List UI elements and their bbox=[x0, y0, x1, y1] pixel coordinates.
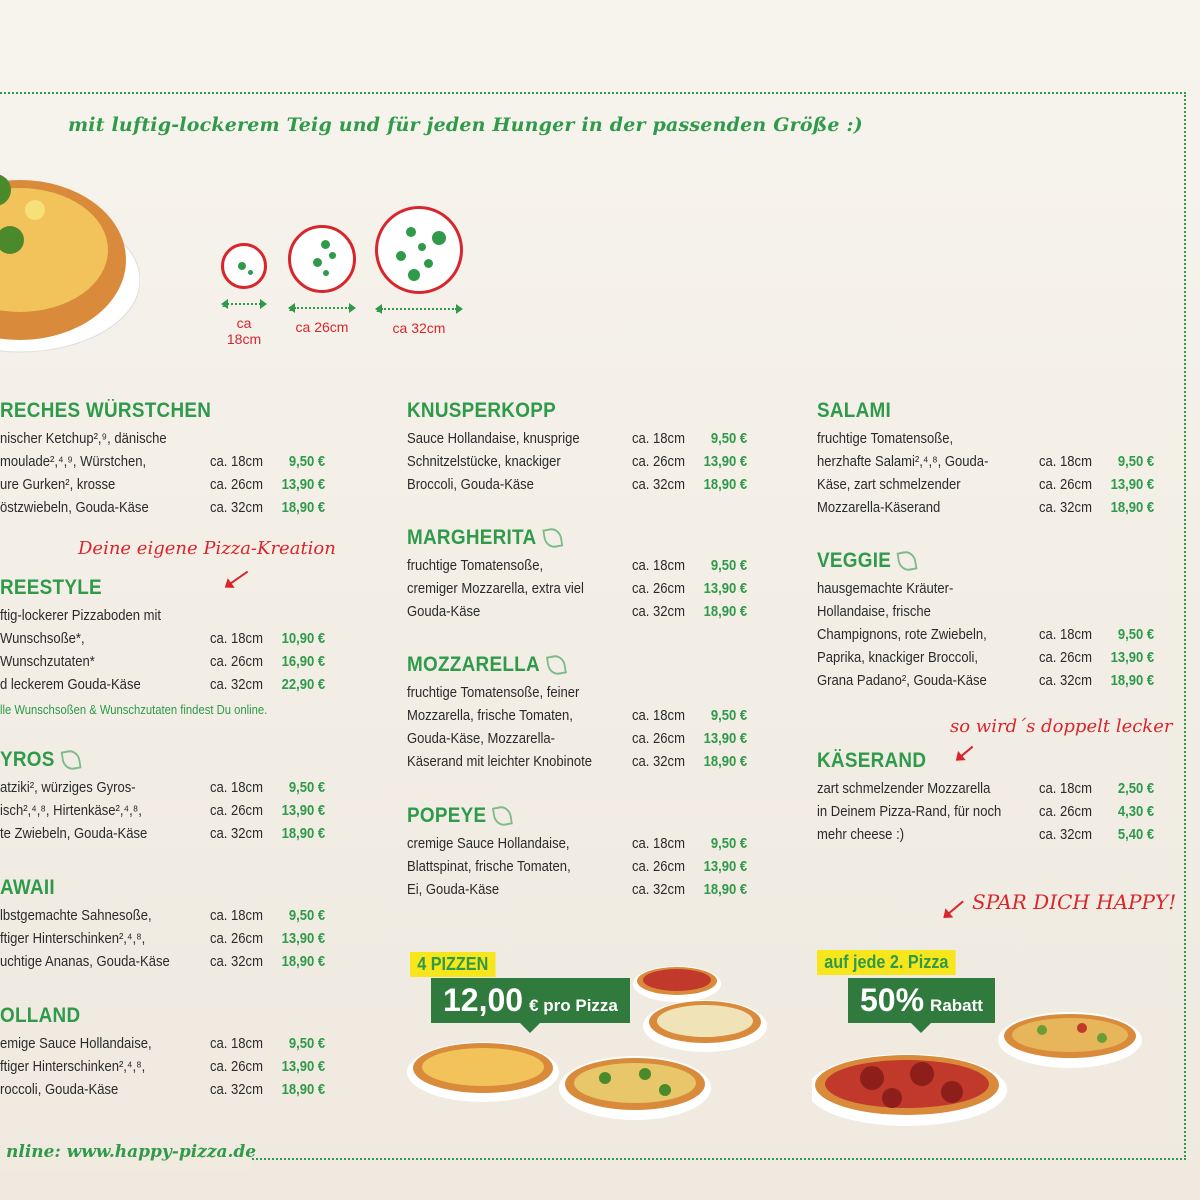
item-desc: nischer Ketchup²,⁹, dänische moulade²,⁴,⁹, Würstchen, ure Gurken², krosse östzwiebeln, Gouda-Käse bbox=[0, 431, 167, 516]
item-title: MARGHERITA bbox=[407, 526, 537, 549]
promo-50-rabatt bbox=[812, 948, 1152, 1128]
item-desc: fruchtige Tomatensoße, feiner Mozzarella, frische Tomaten, Gouda-Käse, Mozzarella- Käserand mit leichter Knobinote bbox=[407, 685, 592, 770]
item-desc: Sauce Hollandaise, knusprige Schnitzelstücke, knackiger Broccoli, Gouda-Käse bbox=[407, 431, 580, 493]
item-prices: ca. 18cm 9,50 € ca. 26cm 13,90 € ca. 32cm 18,90 € bbox=[632, 708, 748, 770]
promo-pizzas-image bbox=[405, 950, 775, 1130]
promo-4-pizzen bbox=[405, 950, 775, 1130]
item-desc: lbstgemachte Sahnesoße, ftiger Hinterschinken²,⁴,⁸, uchtige Ananas, Gouda-Käse bbox=[0, 908, 170, 970]
item-desc: atziki², würziges Gyros- isch²,⁴,⁸, Hirtenkäse²,⁴,⁸, te Zwiebeln, Gouda-Käse bbox=[0, 780, 148, 842]
hero-pizza-image bbox=[0, 150, 140, 360]
promo-price: 12,00 bbox=[443, 982, 524, 1018]
promo-badge: auf jede 2. Pizza bbox=[817, 950, 956, 975]
vegetarian-leaf-icon bbox=[897, 549, 918, 572]
item-desc: hausgemachte Kräuter- Hollandaise, frische Champignons, rote Zwiebeln, Paprika, knackiger Broccoli, Grana Padano², Gouda-Käse bbox=[817, 581, 987, 689]
vegetarian-leaf-icon bbox=[542, 526, 563, 549]
footer-url-link[interactable]: nline: www.happy-pizza.de bbox=[6, 1142, 257, 1162]
item-prices: ca. 18cm 9,50 € ca. 26cm 13,90 € ca. 32cm 18,90 € bbox=[210, 1036, 326, 1098]
item-prices: ca. 18cm 9,50 € ca. 26cm 13,90 € ca. 32cm 18,90 € bbox=[1039, 627, 1155, 689]
menu-item-gyros bbox=[0, 747, 340, 846]
size-label: ca 26cm bbox=[295, 319, 349, 335]
item-title: KÄSERAND bbox=[817, 749, 927, 772]
size-18cm bbox=[218, 243, 270, 347]
menu-item-veggie bbox=[817, 548, 1177, 693]
item-title: REESTYLE bbox=[0, 576, 102, 599]
tagline: mit luftig-lockerem Teig und für jeden Hunger in der passenden Größe :) bbox=[68, 114, 863, 136]
item-title: OLLAND bbox=[0, 1004, 81, 1027]
promo-price: 50% bbox=[860, 982, 925, 1018]
menu-item-freestyle bbox=[0, 575, 340, 697]
item-title: MOZZARELLA bbox=[407, 653, 540, 676]
item-prices: ca. 18cm 10,90 € ca. 26cm 16,90 € ca. 32cm 22,90 € bbox=[210, 631, 326, 693]
item-prices: ca. 18cm 2,50 € ca. 26cm 4,30 € ca. 32cm 5,40 € bbox=[1039, 781, 1155, 843]
item-prices: ca. 18cm 9,50 € ca. 26cm 13,90 € ca. 32cm 18,90 € bbox=[632, 431, 748, 493]
item-desc: ftig-lockerer Pizzaboden mit Wunschsoße*, Wunschzutaten* d leckerem Gouda-Käse bbox=[0, 608, 162, 693]
promo-price-box bbox=[848, 978, 995, 1023]
size-32cm bbox=[374, 206, 464, 336]
spar-note: SPAR DICH HAPPY! bbox=[972, 890, 1177, 914]
menu-item-kaeserand bbox=[817, 748, 1177, 847]
size-label: ca 18cm bbox=[226, 315, 262, 347]
promo-unit: € pro Pizza bbox=[529, 996, 618, 1015]
item-prices: ca. 18cm 9,50 € ca. 26cm 13,90 € ca. 32cm 18,90 € bbox=[210, 780, 326, 842]
vegetarian-leaf-icon bbox=[492, 804, 513, 827]
size-label: ca 32cm bbox=[392, 320, 446, 336]
item-prices: ca. 18cm 9,50 € ca. 26cm 13,90 € ca. 32cm 18,90 € bbox=[210, 908, 326, 970]
item-title: RECHES WÜRSTCHEN bbox=[0, 399, 212, 422]
item-prices: ca. 18cm 9,50 € ca. 26cm 13,90 € ca. 32cm 18,90 € bbox=[210, 454, 326, 516]
item-title: VEGGIE bbox=[817, 549, 892, 572]
item-desc: cremige Sauce Hollandaise, Blattspinat, frische Tomaten, Ei, Gouda-Käse bbox=[407, 836, 571, 898]
freestyle-note: lle Wunschsoßen & Wunschzutaten findest Du online. bbox=[0, 703, 268, 717]
item-desc: zart schmelzender Mozzarella in Deinem Pizza-Rand, für noch mehr cheese :) bbox=[817, 781, 1002, 843]
item-title: YROS bbox=[0, 748, 55, 771]
item-prices: ca. 18cm 9,50 € ca. 26cm 13,90 € ca. 32cm 18,90 € bbox=[632, 836, 748, 898]
item-desc: fruchtige Tomatensoße, cremiger Mozzarella, extra viel Gouda-Käse bbox=[407, 558, 584, 620]
promo-price-box bbox=[431, 978, 630, 1023]
vegetarian-leaf-icon bbox=[546, 653, 567, 676]
own-creation-note: Deine eigene Pizza-Kreation bbox=[78, 538, 336, 559]
item-title: SALAMI bbox=[817, 399, 892, 422]
menu-item-popeye bbox=[407, 803, 767, 902]
item-title: POPEYE bbox=[407, 804, 487, 827]
item-title: KNUSPERKOPP bbox=[407, 399, 556, 422]
menu-item-salami bbox=[817, 398, 1177, 520]
promo-pizzas-image bbox=[812, 948, 1152, 1128]
vegetarian-leaf-icon bbox=[60, 748, 81, 771]
menu-item-holland bbox=[0, 1003, 340, 1102]
menu-item-mozzarella bbox=[407, 652, 767, 774]
item-prices: ca. 18cm 9,50 € ca. 26cm 13,90 € ca. 32cm 18,90 € bbox=[1039, 454, 1155, 516]
promo-unit: Rabatt bbox=[930, 996, 983, 1015]
menu-item-knusperkopp bbox=[407, 398, 767, 497]
item-desc: fruchtige Tomatensoße, herzhafte Salami²,⁴,⁸, Gouda- Käse, zart schmelzender Mozzarella-Käserand bbox=[817, 431, 989, 516]
menu-item-margherita bbox=[407, 525, 767, 624]
item-title: AWAII bbox=[0, 876, 55, 899]
menu-item-hawaii bbox=[0, 875, 340, 974]
size-26cm bbox=[286, 225, 358, 335]
item-prices: ca. 18cm 9,50 € ca. 26cm 13,90 € ca. 32cm 18,90 € bbox=[632, 558, 748, 620]
menu-item-wuerstchen bbox=[0, 398, 340, 520]
doppelt-note: so wird´s doppelt lecker bbox=[950, 716, 1173, 737]
promo-badge: 4 PIZZEN bbox=[410, 952, 496, 977]
item-desc: emige Sauce Hollandaise, ftiger Hinterschinken²,⁴,⁸, roccoli, Gouda-Käse bbox=[0, 1036, 152, 1098]
